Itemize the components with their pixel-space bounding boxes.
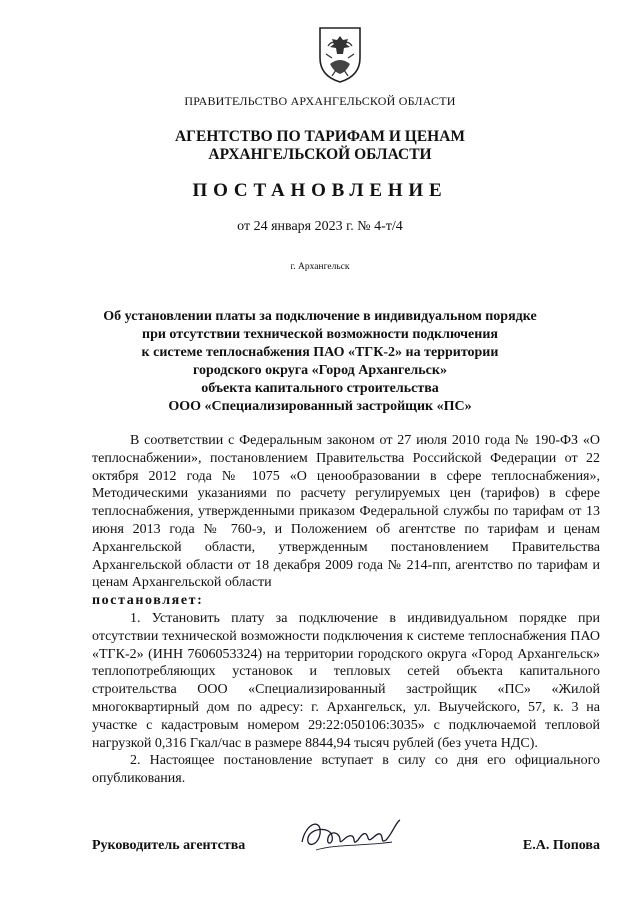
document-date-number: от 24 января 2023 г. № 4-т/4 — [237, 219, 403, 234]
item-2-paragraph: 2. Настоящее постановление вступает в силу со дня его официального опубликования. — [92, 753, 600, 787]
signatory-title: Руководитель агентства — [92, 838, 246, 853]
document-subject — [0, 308, 640, 416]
subject-line: к системе теплоснабжения ПАО «ТГК-2» на территории — [141, 345, 499, 360]
decree-word: постановляет: — [92, 593, 204, 609]
item-1-paragraph: 1. Установить плату за подключение в индивидуальном порядке при отсутствии технической возможности подключения к системе теплоснабжения ПАО «ТГК-2» (ИНН 7606053324) на территории городского округа «Город Архангельск» теплопотребляющих установок и тепловых сетей объекта капитального строительства ООО «Специализированный застройщик «ПС» «Жилой многоквартирный дом по адресу: г. Архангельск, ул. Выучейского, 57, к. 3 на участке с кадастровым номером 29:22:050106:3035» с подключаемой тепловой нагрузкой 0,316 Гкал/час в размере 8844,94 тысяч рублей (без учета НДС). — [92, 610, 600, 751]
subject-line: объекта капитального строительства — [201, 381, 439, 396]
handwritten-signature — [296, 812, 412, 858]
agency-name-line-2: АРХАНГЕЛЬСКОЙ ОБЛАСТИ — [208, 146, 432, 163]
document-body — [92, 432, 600, 788]
government-name: ПРАВИТЕЛЬСТВО АРХАНГЕЛЬСКОЙ ОБЛАСТИ — [184, 94, 456, 108]
subject-line: Об установлении платы за подключение в индивидуальном порядке — [103, 309, 537, 324]
subject-line: при отсутствии технической возможности подключения — [142, 327, 498, 342]
document-type: ПОСТАНОВЛЕНИЕ — [192, 180, 448, 201]
signatory-name: Е.А. Попова — [522, 838, 600, 853]
coat-of-arms-icon — [316, 24, 364, 84]
document-city: г. Архангельск — [290, 262, 350, 272]
agency-name — [0, 128, 640, 164]
preamble-paragraph: В соответствии с Федеральным законом от 27 июля 2010 года № 190-ФЗ «О теплоснабжении», постановлением Правительства Российской Федерации от 22 октября 2012 года № 1075 «О ценообразовании в сфере теплоснабжения», Методическими указаниями по расчету регулируемых цен (тарифов) в сфере теплоснабжения, утвержденными приказом Федеральной службы по тарифам от 13 июня 2013 года № 760-э, и Положением об агентстве по тарифам и ценам Архангельской области, утвержденным постановлением Правительства Архангельской области от 18 декабря 2009 года № 214-пп, агентство по тарифам и ценам Архангельской области — [92, 433, 600, 591]
agency-name-line-1: АГЕНТСТВО ПО ТАРИФАМ И ЦЕНАМ — [174, 128, 466, 145]
subject-line: городского округа «Город Архангельск» — [193, 363, 447, 378]
subject-line: ООО «Специализированный застройщик «ПС» — [168, 399, 472, 414]
